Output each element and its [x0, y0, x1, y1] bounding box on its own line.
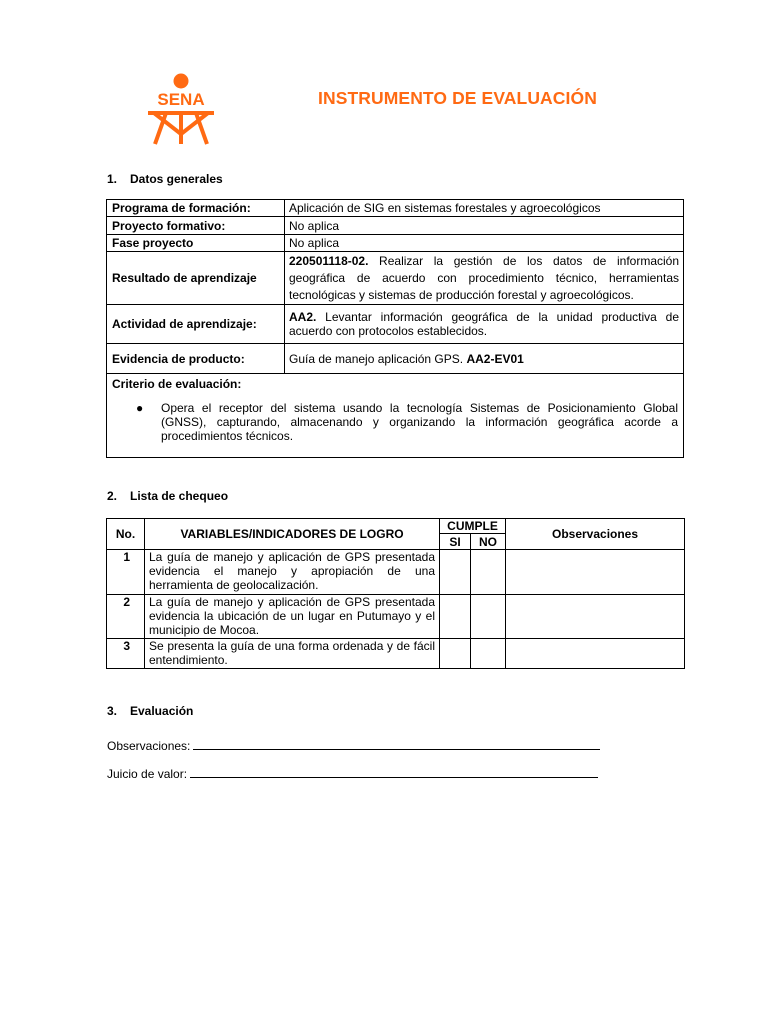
value-fase: No aplica: [285, 235, 684, 252]
observaciones-label: Observaciones:: [107, 739, 191, 753]
row-number: 1: [107, 550, 145, 595]
resultado-text: Realizar la gestión de los datos de información geográfica de acuerdo con procedimiento técnico, herramientas tecnológicas y sistemas de producción forestal y agroecológicos.: [289, 253, 679, 302]
row-indicator: La guía de manejo y aplicación de GPS presentada evidencia el manejo y apropiación de una herramienta de geolocalización.: [145, 550, 440, 595]
label-resultado: Resultado de aprendizaje: [107, 252, 285, 305]
logo-text: SENA: [157, 90, 205, 109]
row-evidencia: [107, 344, 684, 374]
actividad-code: AA2.: [289, 310, 317, 324]
value-proyecto: No aplica: [285, 217, 684, 235]
section-2-heading: [107, 489, 228, 503]
section-1-number: 1.: [107, 172, 118, 186]
lista-chequeo-table: [106, 518, 685, 669]
cell-si[interactable]: [440, 639, 471, 669]
datos-generales-table: [106, 199, 684, 458]
table-row: [107, 639, 685, 669]
section-3-number: 3.: [107, 704, 118, 718]
row-number: 3: [107, 639, 145, 669]
row-indicator: Se presenta la guía de una forma ordenada y de fácil entendimiento.: [145, 639, 440, 669]
evidencia-code: AA2-EV01: [466, 351, 524, 366]
row-programa: [107, 200, 684, 217]
section-2-number: 2.: [107, 489, 118, 503]
criterio-item: [112, 401, 678, 443]
cell-no[interactable]: [471, 595, 506, 639]
header-no-col: NO: [471, 534, 506, 550]
observaciones-line[interactable]: [193, 739, 600, 750]
section-1-title: Datos generales: [130, 172, 223, 186]
header-si: SI: [440, 534, 471, 550]
header-no: No.: [107, 519, 145, 550]
row-indicator: La guía de manejo y aplicación de GPS presentada evidencia la ubicación de un lugar en Putumayo y el municipio de Mocoa.: [145, 595, 440, 639]
row-actividad: [107, 305, 684, 344]
row-resultado: [107, 252, 684, 305]
juicio-label: Juicio de valor:: [107, 767, 188, 781]
row-proyecto: [107, 217, 684, 235]
document-title: INSTRUMENTO DE EVALUACIÓN: [318, 88, 597, 108]
observaciones-field: [107, 739, 600, 753]
header-cumple: CUMPLE: [440, 519, 506, 534]
cell-si[interactable]: [440, 595, 471, 639]
label-programa: Programa de formación:: [107, 200, 285, 217]
evidencia-text: Guía de manejo aplicación GPS.: [289, 351, 467, 366]
cell-observaciones[interactable]: [506, 595, 685, 639]
cell-no[interactable]: [471, 639, 506, 669]
sena-logo-icon: [140, 72, 222, 148]
cell-observaciones[interactable]: [506, 639, 685, 669]
label-actividad: Actividad de aprendizaje:: [107, 305, 285, 344]
value-evidencia: [285, 344, 684, 374]
section-1-heading: [107, 172, 223, 186]
sena-logo: [140, 72, 222, 148]
header-row-1: [107, 519, 685, 534]
section-2-title: Lista de chequeo: [130, 489, 229, 503]
juicio-line[interactable]: [190, 767, 598, 778]
value-programa: Aplicación de SIG en sistemas forestales y agroecológicos: [285, 200, 684, 217]
actividad-text: Levantar información geográfica de la unidad productiva de acuerdo con protocolos establecidos.: [289, 310, 679, 338]
section-3-heading: [107, 704, 193, 718]
bullet-icon: ●: [136, 401, 144, 415]
header-observaciones: Observaciones: [506, 519, 685, 550]
label-evidencia: Evidencia de producto:: [107, 344, 285, 374]
resultado-code: 220501118-02.: [289, 253, 369, 268]
label-fase: Fase proyecto: [107, 235, 285, 252]
juicio-field: [107, 767, 598, 781]
criterio-label: Criterio de evaluación:: [112, 377, 242, 391]
row-criterio: [107, 374, 684, 458]
value-resultado: [285, 252, 684, 305]
cell-si[interactable]: [440, 550, 471, 595]
value-actividad: [285, 305, 684, 344]
section-3-title: Evaluación: [130, 704, 194, 718]
cell-observaciones[interactable]: [506, 550, 685, 595]
label-proyecto: Proyecto formativo:: [107, 217, 285, 235]
row-number: 2: [107, 595, 145, 639]
criterio-cell: [107, 374, 684, 458]
cell-no[interactable]: [471, 550, 506, 595]
table-row: [107, 550, 685, 595]
header-variables: VARIABLES/INDICADORES DE LOGRO: [145, 519, 440, 550]
row-fase: [107, 235, 684, 252]
table-row: [107, 595, 685, 639]
criterio-text: Opera el receptor del sistema usando la tecnología Sistemas de Posicionamiento Global (GNSS), capturando, almacenando y organizando la información geográfica acorde a procedimientos técnicos.: [161, 401, 678, 443]
